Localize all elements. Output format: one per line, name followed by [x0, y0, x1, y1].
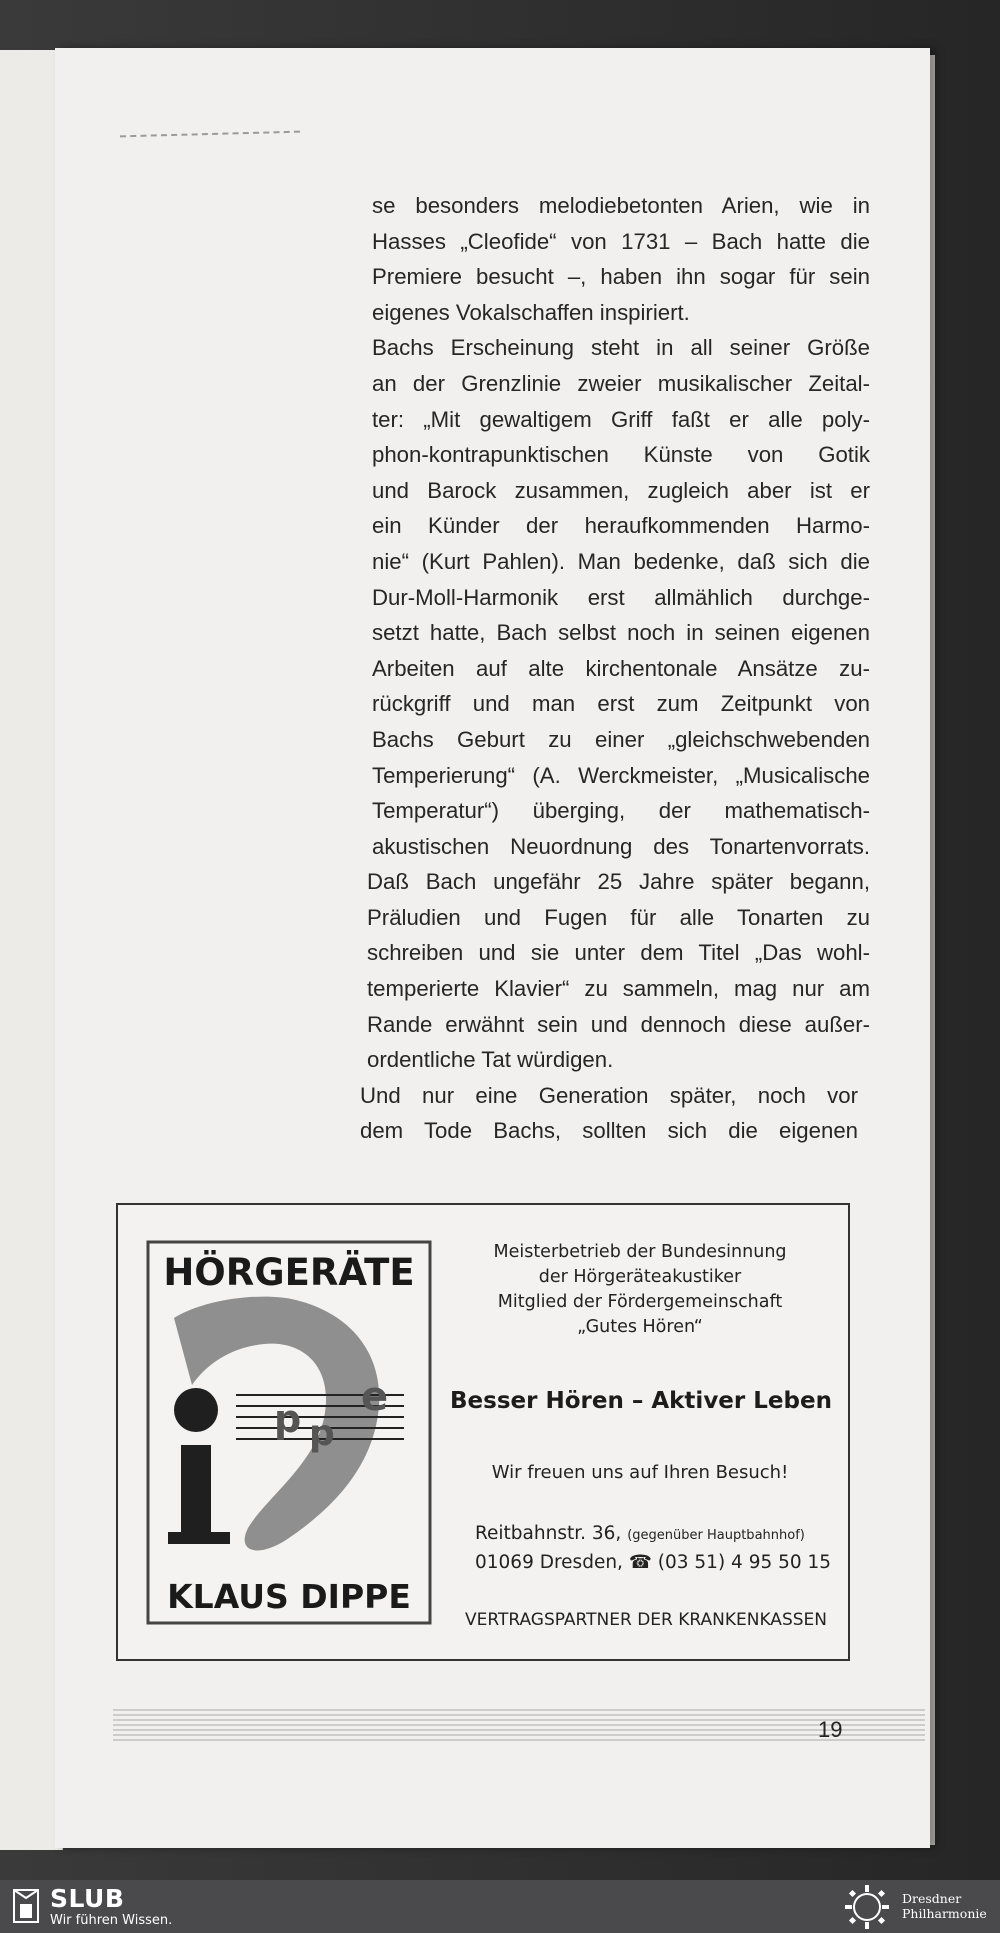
ad-info-line: Meisterbetrieb der Bundesinnung: [493, 1242, 787, 1262]
slub-name: SLUB: [50, 1884, 125, 1913]
ad-info-line: Mitglied der Fördergemeinschaft: [497, 1292, 783, 1312]
ad-street-line: [475, 1520, 845, 1549]
text-line: Daß Bach ungefähr 25 Jahre später begann,: [367, 869, 870, 895]
text-line: akustischen Neuordnung des Tonartenvorrats.: [372, 833, 870, 859]
ad-street: Reitbahnstr. 36,: [475, 1523, 622, 1544]
logo-note-p2: p: [309, 1413, 335, 1454]
philharmonie-line2: Philharmonie: [902, 1906, 987, 1921]
text-line: se besonders melodiebetonten Arien, wie in: [372, 193, 870, 218]
text-line: rückgriff und man erst zum Zeitpunkt von: [372, 691, 870, 717]
ad-city-line: [475, 1549, 845, 1576]
page-footer-rules: [113, 1708, 925, 1748]
text-line: schreiben und sie unter dem Titel „Das wohl-: [367, 940, 870, 966]
ad-street-note: (gegenüber Hauptbahnhof): [627, 1528, 805, 1543]
ad-welcome: Wir freuen uns auf Ihren Besuch!: [491, 1462, 789, 1483]
text-line: setzt hatte, Bach selbst noch in seinen eigenen: [372, 620, 870, 646]
logo-note-p1: p: [274, 1397, 302, 1441]
ad-info-line: „Gutes Hören“: [577, 1317, 703, 1337]
slub-logo-icon: [12, 1888, 40, 1924]
i-base-icon: [168, 1532, 230, 1544]
text-line: und Barock zusammen, zugleich aber ist er: [372, 477, 870, 503]
ad-info: [440, 1240, 840, 1340]
text-line: Bachs Erscheinung steht in all seiner Größe: [372, 335, 870, 361]
text-line: temperierte Klavier“ zu sammeln, mag nur am: [367, 976, 870, 1002]
text-line: ordentliche Tat würdigen.: [367, 1047, 614, 1073]
i-dot-icon: [174, 1388, 218, 1432]
hoergeraete-logo: [146, 1240, 432, 1625]
ad-address: [475, 1520, 845, 1576]
philharmonie-name: [902, 1891, 998, 1921]
viewer-footer: [0, 1880, 1000, 1933]
i-stem-icon: [181, 1445, 211, 1543]
ad-slogan: Besser Hören – Aktiver Leben: [450, 1388, 832, 1414]
ad-phone: (03 51) 4 95 50 15: [657, 1552, 832, 1573]
logo-title: HÖRGERÄTE: [163, 1251, 415, 1294]
text-line: Temperierung“ (A. Werckmeister, „Musicalische: [372, 762, 870, 788]
text-line: Premiere besucht –, haben ihn sogar für sein: [372, 264, 870, 290]
philharmonie-logo-icon: [842, 1883, 892, 1931]
philharmonie-line1: Dresdner: [902, 1891, 962, 1906]
logo-name: KLAUS DIPPE: [167, 1577, 411, 1616]
text-line: Präludien und Fugen für alle Tonarten zu: [367, 904, 870, 930]
logo-note-e: e: [361, 1374, 389, 1420]
text-line: ein Künder der heraufkommenden Harmo-: [372, 513, 870, 539]
text-line: an der Grenzlinie zweier musikalischer Zeital-: [372, 370, 870, 396]
ad-partner: VERTRAGSPARTNER DER KRANKENKASSEN: [465, 1610, 827, 1630]
text-line: Rande erwähnt sein und dennoch diese außer-: [367, 1011, 870, 1037]
page-number: 19: [818, 1717, 843, 1742]
ad-city: 01069 Dresden,: [475, 1552, 623, 1573]
text-line: ter: „Mit gewaltigem Griff faßt er alle poly-: [372, 406, 870, 432]
ad-info-line: der Hörgeräteakustiker: [538, 1267, 742, 1287]
text-line: Bachs Geburt zu einer „gleichschwebenden: [372, 726, 870, 752]
text-line: eigenes Vokalschaffen inspiriert.: [372, 299, 690, 325]
text-line: nie“ (Kurt Pahlen). Man bedenke, daß sich die: [372, 548, 870, 574]
left-page-edge: [0, 50, 63, 1850]
text-line: Dur-Moll-Harmonik erst allmählich durchge-: [372, 584, 870, 610]
text-line: dem Tode Bachs, sollten sich die eigenen: [360, 1118, 858, 1144]
phone-icon: ☎: [628, 1552, 652, 1573]
body-text: [360, 188, 870, 1149]
text-line: phon-kontrapunktischen Künste von Gotik: [372, 442, 870, 468]
text-line: Arbeiten auf alte kirchentonale Ansätze zu-: [372, 655, 870, 681]
text-line: Und nur eine Generation später, noch vor: [360, 1082, 858, 1108]
text-line: Hasses „Cleofide“ von 1731 – Bach hatte die: [372, 228, 870, 254]
slub-tagline: Wir führen Wissen.: [50, 1913, 173, 1928]
text-line: Temperatur“) überging, der mathematisch-: [372, 798, 870, 824]
